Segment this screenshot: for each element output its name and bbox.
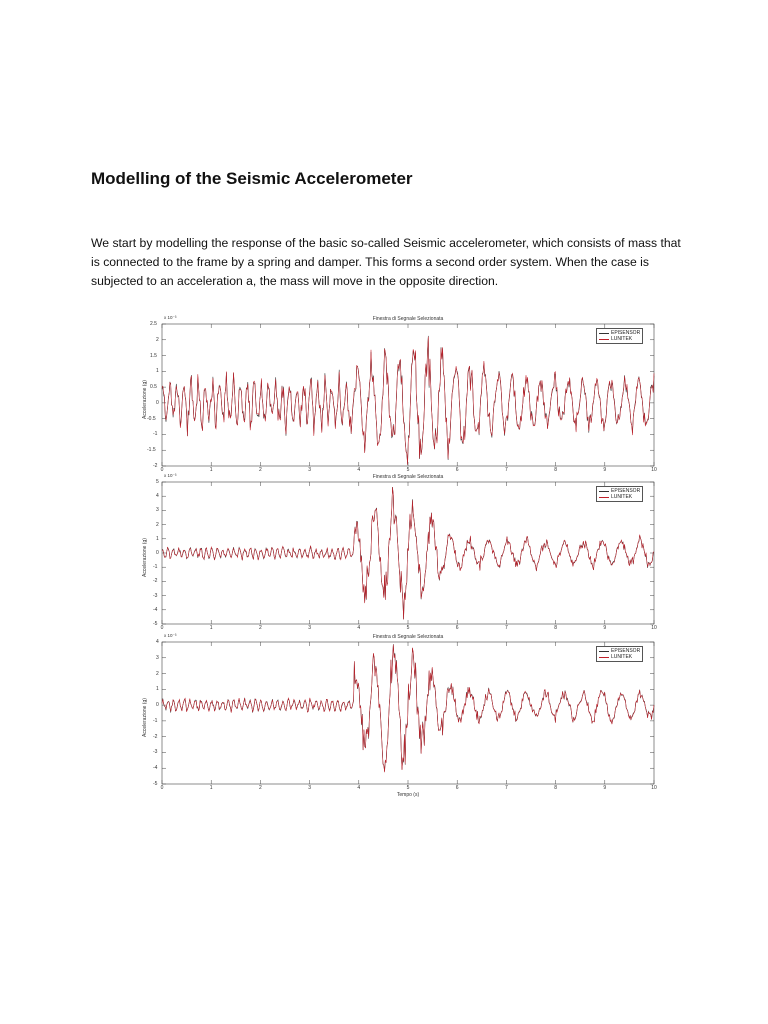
y-tick-label: 2	[156, 336, 159, 343]
x-tick-label: 1	[209, 625, 213, 631]
x-tick-label: 9	[603, 785, 607, 791]
x-tick-label: 10	[651, 785, 657, 791]
seismograph-figure	[98, 310, 658, 802]
x-tick-label: 9	[603, 467, 607, 473]
chart-panel-n	[162, 482, 654, 624]
x-tick-label: 1	[209, 785, 213, 791]
x-tick-label: 4	[357, 625, 361, 631]
x-tick-label: 10	[651, 467, 657, 473]
body-paragraph: We start by modelling the response of the basic so-called Seismic accelerometer, which consists of mass that is connected to the frame by a spring and damper. This forms a second order system. When the case is subjected to an acceleration a, the mass will move in the opposite direction.	[91, 236, 681, 288]
legend-label: EPISENSOR	[611, 488, 641, 494]
legend-swatch	[599, 497, 609, 498]
x-tick-label: 0	[160, 785, 164, 791]
plot-title: Finestra di Segnale Selezionata	[372, 316, 444, 322]
x-tick-label: 8	[554, 785, 557, 791]
y-tick-label: -2	[153, 578, 158, 585]
legend-label: LUNITEK	[611, 654, 633, 660]
y-tick-label: -1	[153, 431, 158, 438]
plot-frame	[162, 482, 654, 624]
x-tick-label: 7	[505, 785, 508, 791]
y-tick-label: -2	[153, 733, 158, 740]
y-tick-label: 0	[156, 702, 159, 709]
legend-label: LUNITEK	[611, 336, 633, 342]
figure-svg	[98, 310, 658, 802]
y-tick-label: -1	[153, 564, 158, 571]
plot-title: Finestra di Segnale Selezionata	[372, 474, 444, 480]
x-tick-label: 3	[308, 467, 311, 473]
x-tick-label: 10	[651, 625, 657, 631]
legend-swatch	[599, 651, 609, 652]
y-tick-label: 1	[156, 686, 159, 693]
y-tick-label: 3	[156, 507, 159, 514]
legend-entry	[599, 336, 640, 342]
legend-entry	[599, 654, 640, 660]
axis-exponent: x 10⁻³	[164, 473, 177, 478]
x-tick-label: 2	[259, 467, 262, 473]
y-tick-label: -4	[153, 765, 158, 772]
y-tick-label: 0.5	[150, 384, 157, 391]
x-tick-label: 5	[406, 785, 410, 791]
y-tick-label: -3	[153, 749, 158, 756]
y-tick-label: 2	[156, 521, 159, 528]
legend-swatch	[599, 657, 609, 658]
chart-panel-z	[162, 324, 654, 466]
x-tick-label: 8	[554, 625, 557, 631]
x-tick-label: 7	[505, 467, 508, 473]
y-tick-label: 0	[156, 399, 159, 406]
legend-label: EPISENSOR	[611, 648, 641, 654]
x-tick-label: 2	[259, 785, 262, 791]
chart-panel-e	[162, 642, 654, 784]
legend-swatch	[599, 491, 609, 492]
y-tick-label: 2	[156, 670, 159, 677]
y-tick-label: -4	[153, 606, 158, 613]
y-tick-label: -3	[153, 592, 158, 599]
x-tick-label: 3	[308, 625, 311, 631]
x-tick-label: 6	[455, 625, 459, 631]
axis-exponent: x 10⁻³	[164, 633, 177, 638]
y-tick-label: 3	[156, 654, 159, 661]
chart-legend	[596, 328, 643, 344]
x-tick-label: 3	[308, 785, 311, 791]
x-tick-label: 1	[209, 467, 213, 473]
x-tick-label: 5	[406, 467, 410, 473]
x-tick-label: 0	[160, 625, 164, 631]
legend-label: LUNITEK	[611, 494, 633, 500]
legend-swatch	[599, 339, 609, 340]
plot-title: Finestra di Segnale Selezionata	[372, 634, 444, 640]
x-tick-label: 7	[505, 625, 508, 631]
legend-entry	[599, 494, 640, 500]
x-tick-label: 8	[554, 467, 557, 473]
x-tick-label: 6	[455, 467, 459, 473]
y-tick-label: -5	[153, 621, 158, 627]
y-tick-label: -0.5	[147, 415, 156, 422]
chart-legend	[596, 486, 643, 502]
chart-legend	[596, 646, 643, 662]
y-tick-label: 0	[156, 550, 159, 556]
y-tick-label: 1	[156, 368, 159, 375]
x-tick-label: 5	[406, 625, 410, 631]
axis-exponent: x 10⁻³	[164, 315, 177, 320]
x-tick-label: 4	[357, 467, 361, 473]
y-tick-label: 2.5	[150, 321, 157, 327]
y-tick-label: -5	[153, 781, 158, 787]
y-tick-label: 1	[156, 535, 159, 542]
y-tick-label: 4	[156, 493, 159, 500]
x-tick-label: 4	[357, 785, 361, 791]
y-tick-label: 4	[156, 639, 159, 645]
section-heading: Modelling of the Seismic Accelerometer	[91, 169, 413, 188]
y-axis-label: Accelerazione (g)	[142, 698, 148, 737]
x-axis-label: Tempo (s)	[396, 792, 420, 798]
y-tick-label: -2	[153, 463, 158, 469]
legend-swatch	[599, 333, 609, 334]
y-tick-label: -1.5	[147, 447, 156, 454]
x-tick-label: 9	[603, 625, 607, 631]
y-axis-label: Accelerazione (g)	[142, 380, 148, 419]
y-tick-label: 1.5	[150, 352, 157, 359]
y-axis-label: Accelerazione (g)	[142, 538, 148, 577]
x-tick-label: 6	[455, 785, 459, 791]
x-tick-label: 2	[259, 625, 262, 631]
legend-label: EPISENSOR	[611, 330, 641, 336]
x-tick-label: 0	[160, 467, 164, 473]
y-tick-label: 5	[156, 479, 159, 485]
y-tick-label: -1	[153, 717, 158, 724]
